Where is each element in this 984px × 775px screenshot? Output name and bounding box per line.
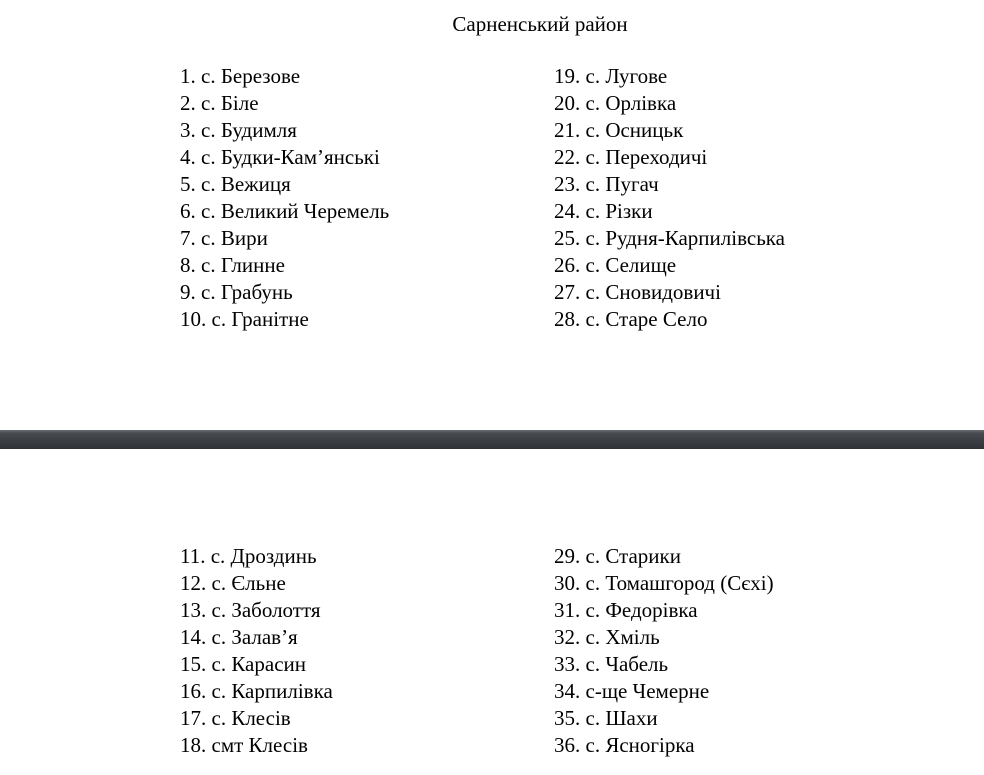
list-item: 21. с. Осницьк [554, 118, 684, 142]
list-item: 6. с. Великий Черемель [180, 199, 390, 223]
list-item: 31. с. Федорівка [554, 598, 698, 622]
list-item: 27. с. Сновидовичі [554, 280, 721, 304]
list-item: 26. с. Селище [554, 253, 677, 277]
list-item: 2. с. Біле [180, 91, 259, 115]
list-item: 12. с. Єльне [180, 571, 286, 595]
page-break-divider [0, 430, 984, 449]
list-item: 33. с. Чабель [554, 652, 669, 676]
list-item: 35. с. Шахи [554, 706, 658, 730]
list-item: 20. с. Орлівка [554, 91, 677, 115]
list-item: 10. с. Гранітне [180, 307, 309, 331]
page-title: Сарненський район [452, 12, 628, 36]
list-item: 13. с. Заболоття [180, 598, 321, 622]
list-item: 23. с. Пугач [554, 172, 659, 196]
list-item: 14. с. Залав’я [180, 625, 298, 649]
village-list-page1-left [180, 63, 389, 333]
list-item: 24. с. Різки [554, 199, 653, 223]
list-item: 19. с. Лугове [554, 64, 668, 88]
list-item: 8. с. Глинне [180, 253, 285, 277]
village-list-page2-left [180, 543, 333, 759]
list-item: 29. с. Старики [554, 544, 681, 568]
list-item: 4. с. Будки-Кам’янські [180, 145, 380, 169]
list-item: 15. с. Карасин [180, 652, 306, 676]
list-item: 30. с. Томашгород (Сєхі) [554, 571, 774, 595]
list-item: 25. с. Рудня-Карпилівська [554, 226, 785, 250]
list-item: 16. с. Карпилівка [180, 679, 333, 703]
list-item: 3. с. Будимля [180, 118, 297, 142]
list-item: 22. с. Переходичі [554, 145, 708, 169]
list-item: 9. с. Грабунь [180, 280, 293, 304]
list-item: 7. с. Вири [180, 226, 268, 250]
village-list-page2-right [554, 543, 774, 759]
village-list-page1-right [554, 63, 785, 333]
list-item: 17. с. Клесів [180, 706, 291, 730]
list-item: 11. с. Дроздинь [180, 544, 317, 568]
list-item: 28. с. Старе Село [554, 307, 708, 331]
list-item: 1. с. Березове [180, 64, 301, 88]
list-item: 36. с. Ясногірка [554, 733, 695, 757]
list-item: 32. с. Хміль [554, 625, 660, 649]
list-item: 5. с. Вежиця [180, 172, 291, 196]
list-item: 34. с-ще Чемерне [554, 679, 710, 703]
list-item: 18. смт Клесів [180, 733, 308, 757]
